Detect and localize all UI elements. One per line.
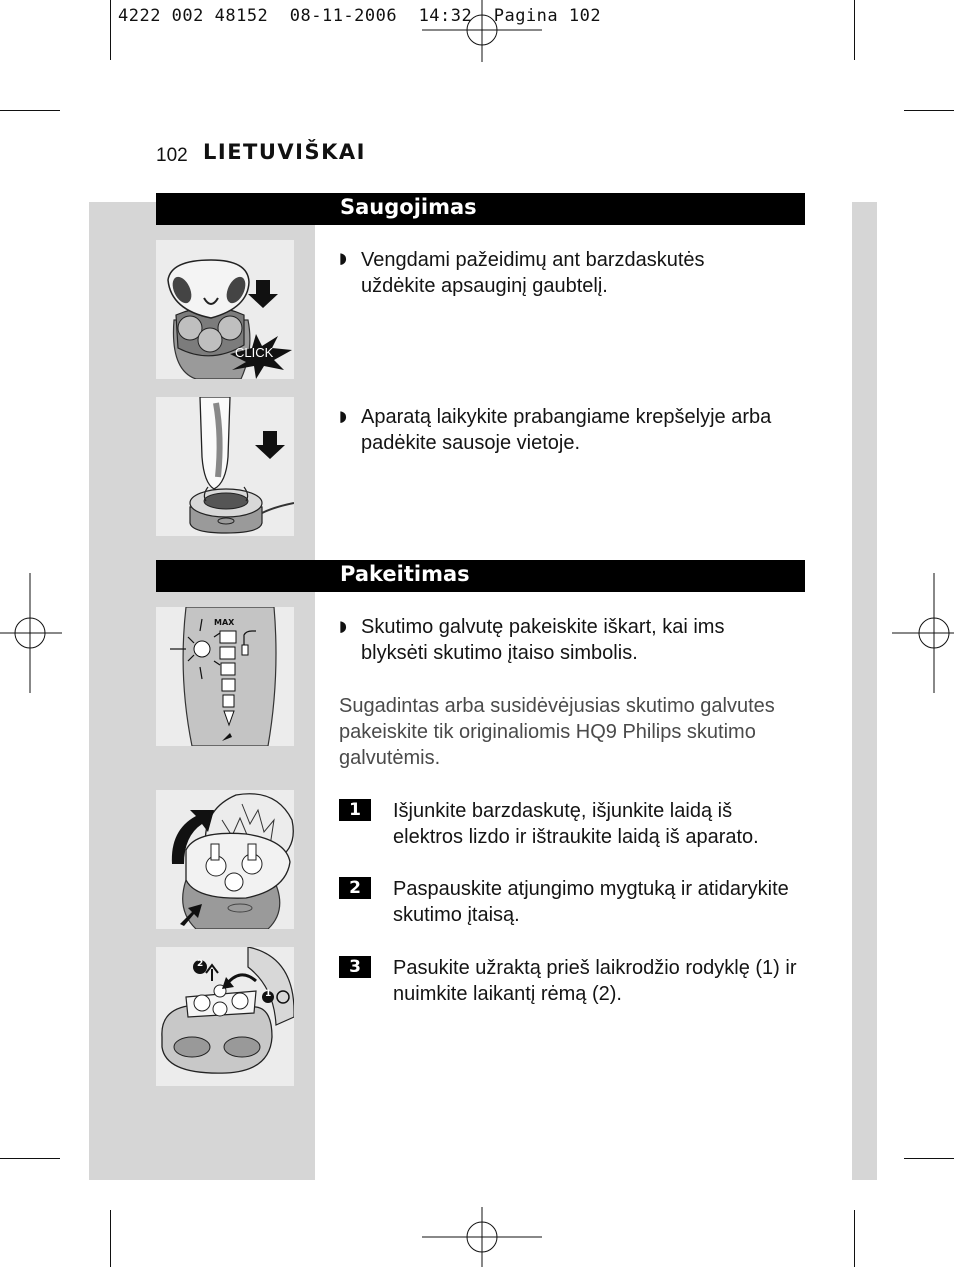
right-margin-band xyxy=(852,202,877,1180)
crop-mark xyxy=(110,0,111,60)
step-text: Paspauskite atjungimo mygtuką ir atidarykite skutimo įtaisą. xyxy=(393,878,789,926)
crop-mark xyxy=(904,110,954,111)
note-text: Sugadintas arba susidėvėjusias skutimo galvutes pakeiskite tik originaliomis HQ9 Philips skutimo galvutėmis. xyxy=(339,695,775,769)
step-number: 1 xyxy=(339,799,371,821)
crop-mark xyxy=(0,1158,60,1159)
crop-mark xyxy=(904,1158,954,1159)
bullet-icon: ◗ xyxy=(339,617,347,635)
max-label: MAX xyxy=(214,618,235,627)
section-heading-bar xyxy=(156,560,805,592)
bullet-text: Skutimo galvutę pakeiskite iškart, kai ims blyksėti skutimo įtaiso simbolis. xyxy=(361,616,725,664)
marker-2: 2 xyxy=(197,959,204,969)
step-text: Išjunkite barzdaskutę, išjunkite laidą iš elektros lizdo ir ištraukite laidą iš aparato. xyxy=(393,800,759,848)
page-number: 102 xyxy=(156,145,188,166)
illustration-protective-cap xyxy=(156,240,294,379)
registration-mark xyxy=(892,573,954,693)
bullet-text: Vengdami pažeidimų ant barzdaskutės uždėkite apsauginį gaubtelį. xyxy=(361,249,705,297)
click-label: CLICK xyxy=(235,345,274,360)
illustration-remove-retaining-frame xyxy=(156,947,294,1086)
illustration-charging-stand xyxy=(156,397,294,536)
registration-mark xyxy=(422,1207,542,1267)
bullet-text: Aparatą laikykite prabangiame krepšelyje arba padėkite sausoje vietoje. xyxy=(361,406,772,454)
section-title: Pakeitimas xyxy=(340,562,470,586)
illustration-open-shaving-unit xyxy=(156,790,294,929)
crop-mark xyxy=(854,0,855,60)
bullet-icon: ◗ xyxy=(339,249,347,267)
section-title: Saugojimas xyxy=(340,195,477,219)
registration-mark xyxy=(422,0,542,62)
print-slug: 4222 002 48152 08-11-2006 14:32 Pagina 102 xyxy=(118,6,602,26)
marker-1: 1 xyxy=(265,989,272,999)
crop-mark xyxy=(0,110,60,111)
step-number: 3 xyxy=(339,956,371,978)
step-number: 2 xyxy=(339,877,371,899)
section-heading-bar xyxy=(156,193,805,225)
illustration-shaving-head-symbol xyxy=(156,607,294,746)
language-heading: LIETUVIŠKAI xyxy=(203,140,366,164)
crop-mark xyxy=(854,1210,855,1267)
step-text: Pasukite užraktą prieš laikrodžio rodyklę (1) ir nuimkite laikantį rėmą (2). xyxy=(393,957,797,1005)
crop-mark xyxy=(110,1210,111,1267)
registration-mark xyxy=(0,573,62,693)
bullet-icon: ◗ xyxy=(339,407,347,425)
